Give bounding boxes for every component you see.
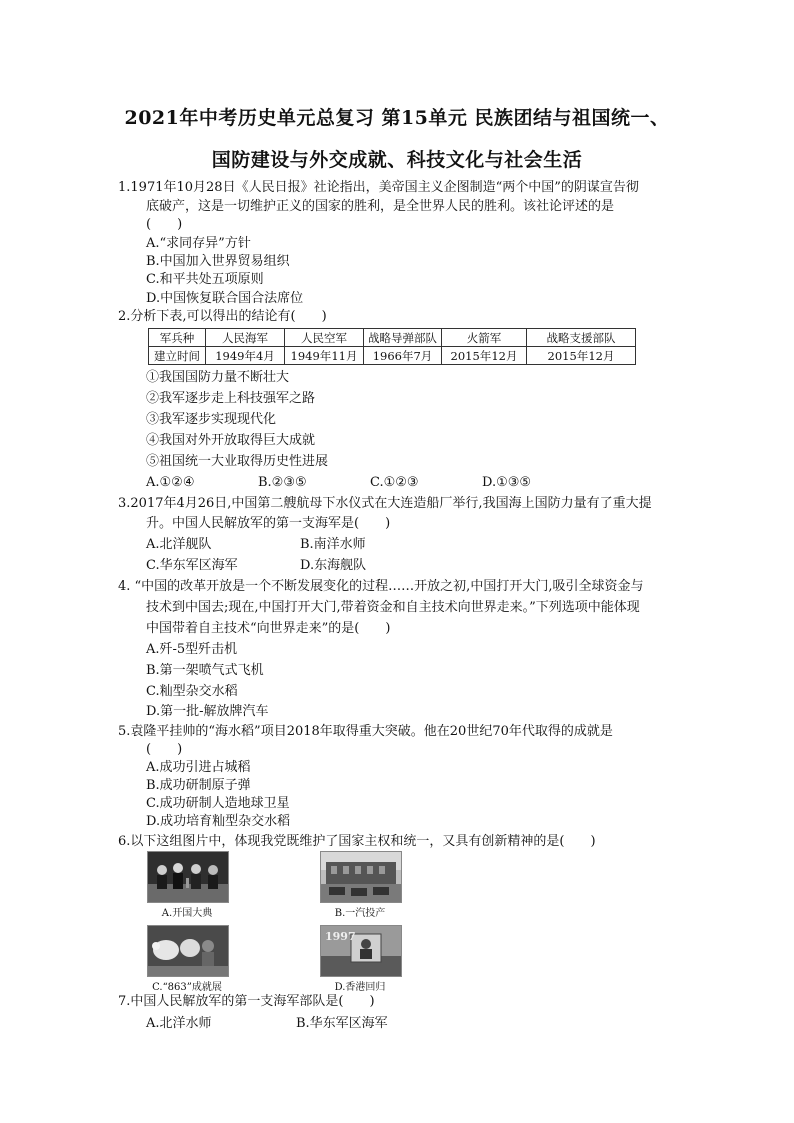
q4-stem-line-1: 4. “中国的改革开放是一个不断发展变化的过程……开放之初,中国打开大门,吸引全球资金与 <box>118 579 644 594</box>
q2-statement-5: ⑤祖国统一大业取得历史性进展 <box>146 454 329 469</box>
table-cell: 军兵种 <box>149 329 206 347</box>
q5-option-a: A.成功引进占城稻 <box>146 760 251 775</box>
q2-statement-2: ②我军逐步走上科技强军之路 <box>146 391 316 406</box>
q3-stem-line-1: 3.2017年4月26日,中国第二艘航母下水仪式在大连造船厂举行,我国海上国防力量有了重大提 <box>118 496 652 511</box>
q4-option-a: A.歼-5型歼击机 <box>146 642 238 657</box>
q2-statement-4: ④我国对外开放取得巨大成就 <box>146 433 316 448</box>
q7-option-b: B.华东军区海军 <box>296 1016 388 1031</box>
table-cell: 2015年12月 <box>442 347 527 365</box>
table-cell: 1966年7月 <box>364 347 442 365</box>
table-cell: 人民海军 <box>206 329 285 347</box>
q1-stem-line-2: 底破产，这是一切维护正义的国家的胜利，是全世界人民的胜利。该社论评述的是 <box>146 199 615 214</box>
q3-option-b: B.南洋水师 <box>300 537 366 552</box>
founding-ceremony-photo <box>147 851 229 903</box>
q7-option-a: A.北洋水师 <box>146 1016 212 1031</box>
q1-answer-blank: ( ) <box>146 217 183 232</box>
q5-stem-line-1: 5.袁隆平挂帅的“海水稻”项目2018年取得重大突破。他在20世纪70年代取得的成就是 <box>118 724 613 739</box>
table-cell: 1949年4月 <box>206 347 285 365</box>
q4-option-d: D.第一批-解放牌汽车 <box>146 704 269 719</box>
army-table-date-row <box>149 347 636 365</box>
faw-factory-photo <box>320 851 402 903</box>
q6-stem: 6.以下这组图片中，体现我党既维护了国家主权和统一，又具有创新精神的是( ) <box>118 834 596 849</box>
q1-option-c: C.和平共处五项原则 <box>146 272 264 287</box>
table-cell: 人民空军 <box>285 329 364 347</box>
q2-option-d: D.①③⑤ <box>482 475 532 490</box>
exhibition-863-photo <box>147 925 229 977</box>
table-cell: 1949年11月 <box>285 347 364 365</box>
q1-option-a: A.“求同存异”方针 <box>146 236 251 251</box>
q2-option-b: B.②③⑤ <box>258 475 307 490</box>
q3-option-c: C.华东军区海军 <box>146 558 238 573</box>
table-cell: 建立时间 <box>149 347 206 365</box>
hong-kong-return-photo <box>320 925 402 977</box>
table-cell: 战略支援部队 <box>527 329 636 347</box>
q5-option-b: B.成功研制原子弹 <box>146 778 251 793</box>
q6-caption-d: D.香港回归 <box>334 982 386 993</box>
q4-stem-line-3: 中国带着自主技术“向世界走来”的是( ) <box>146 621 391 636</box>
q4-option-c: C.籼型杂交水稻 <box>146 684 238 699</box>
q6-caption-c: C.“863”成就展 <box>152 982 222 993</box>
q2-option-a: A.①②④ <box>146 475 195 490</box>
q7-stem: 7.中国人民解放军的第一支海军部队是( ) <box>118 994 375 1009</box>
q1-stem-line-1: 1.1971年10月28日《人民日报》社论指出，美帝国主义企图制造“两个中国”的阴谋宣告彻 <box>118 180 639 195</box>
q2-statement-3: ③我军逐步实现现代化 <box>146 412 277 427</box>
army-table <box>148 328 636 365</box>
q5-option-d: D.成功培育籼型杂交水稻 <box>146 814 291 829</box>
q4-stem-line-2: 技术到中国去;现在,中国打开大门,带着资金和自主技术向世界走来。”下列选项中能体现 <box>146 600 640 615</box>
q5-answer-blank: ( ) <box>146 742 183 757</box>
q4-option-b: B.第一架喷气式飞机 <box>146 663 264 678</box>
q3-stem-line-2: 升。中国人民解放军的第一支海军是( ) <box>146 516 391 531</box>
q5-option-c: C.成功研制人造地球卫星 <box>146 796 290 811</box>
q2-stem: 2.分析下表,可以得出的结论有( ) <box>118 309 327 324</box>
table-cell: 火箭军 <box>442 329 527 347</box>
army-table-header-row <box>149 329 636 347</box>
page-title-line-2: 国防建设与外交成就、科技文化与社会生活 <box>211 149 583 171</box>
table-cell: 2015年12月 <box>527 347 636 365</box>
table-cell: 战略导弹部队 <box>364 329 442 347</box>
q6-caption-b: B.一汽投产 <box>334 908 386 919</box>
page-title-line-1: 2021年中考历史单元总复习 第15单元 民族团结与祖国统一、 <box>124 107 670 129</box>
q1-option-b: B.中国加入世界贸易组织 <box>146 254 290 269</box>
q2-option-c: C.①②③ <box>370 475 419 490</box>
q3-option-a: A.北洋舰队 <box>146 537 212 552</box>
q6-caption-a: A.开国大典 <box>161 908 213 919</box>
hk-return-banner-text: 1997 <box>325 930 356 943</box>
q2-statement-1: ①我国国防力量不断壮大 <box>146 370 290 385</box>
q1-option-d: D.中国恢复联合国合法席位 <box>146 291 304 306</box>
q3-option-d: D.东海舰队 <box>300 558 367 573</box>
